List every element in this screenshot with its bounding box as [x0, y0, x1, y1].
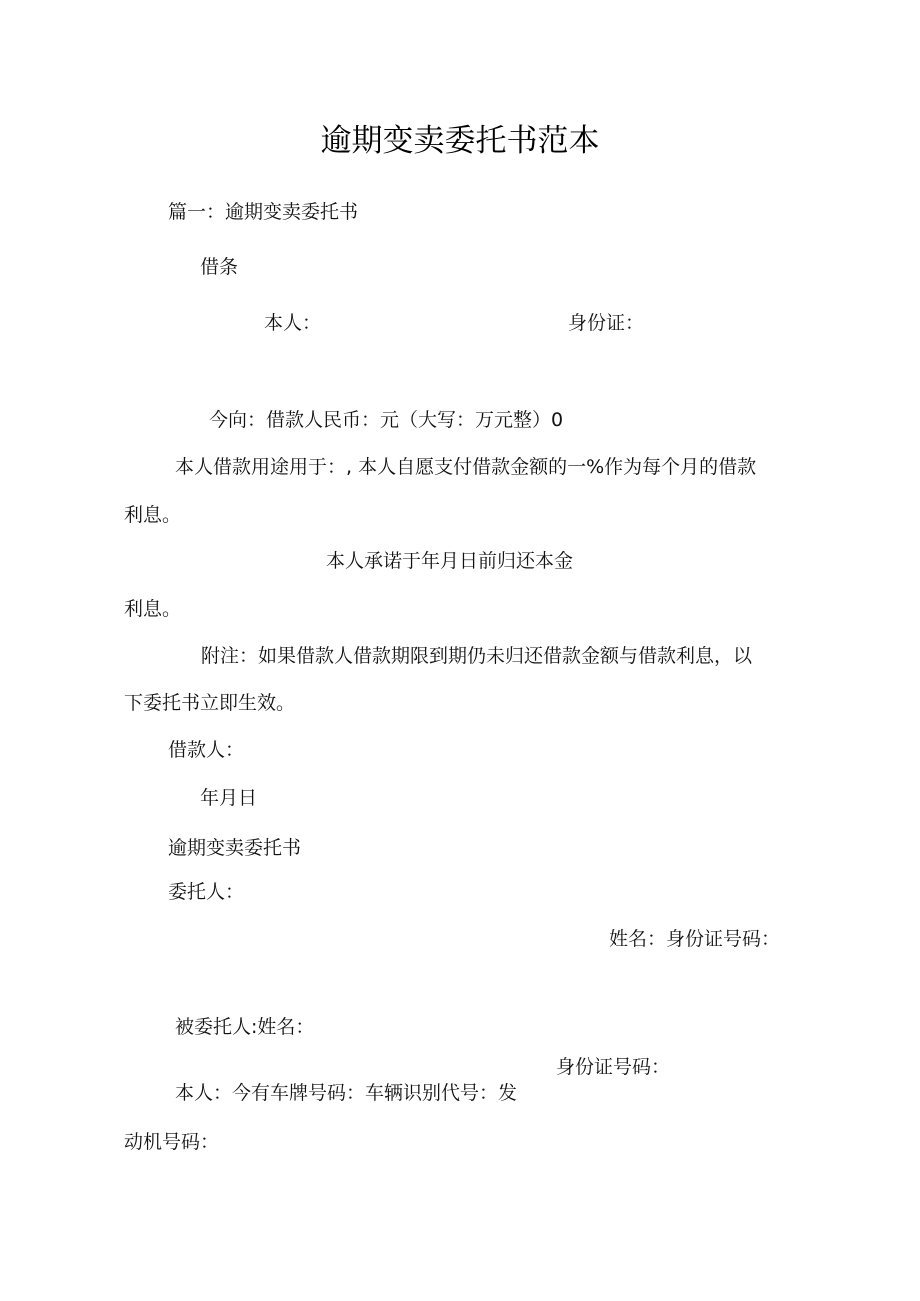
purpose-line-2: 利息。	[124, 504, 182, 526]
interest-line: 利息。	[124, 598, 182, 620]
date-label: 年月日	[200, 787, 258, 809]
document-title: 逾期变卖委托书范本	[320, 123, 600, 159]
iou-heading: 借条	[200, 256, 239, 278]
section-heading: 篇一：逾期变卖委托书	[168, 201, 359, 223]
borrower-label: 借款人：	[168, 739, 245, 761]
vehicle-line-2: 动机号码：	[124, 1131, 220, 1153]
entrust-heading: 逾期变卖委托书	[168, 837, 302, 859]
purpose-line-1: 本人借款用途用于：, 本人自愿支付借款金额的一%作为每个月的借款	[175, 456, 757, 478]
self-label: 本人：	[264, 312, 322, 334]
vehicle-line-1: 本人：今有车牌号码：车辆识别代号：发	[175, 1082, 518, 1104]
id-label: 身份证：	[568, 312, 645, 334]
principal-name-id: 姓名：身份证号码：	[609, 928, 781, 950]
principal-label: 委托人：	[168, 881, 245, 903]
loan-amount-line: 今向：借款人民币：元（大写：万元整）0	[209, 409, 564, 431]
note-line-1: 附注：如果借款人借款期限到期仍未归还借款金额与借款利息，以	[201, 645, 753, 667]
agent-id: 身份证号码：	[556, 1056, 671, 1078]
note-line-2: 下委托书立即生效。	[124, 692, 296, 714]
agent-name: 被委托人:姓名：	[175, 1016, 315, 1038]
promise-line: 本人承诺于年月日前归还本金	[326, 550, 574, 572]
